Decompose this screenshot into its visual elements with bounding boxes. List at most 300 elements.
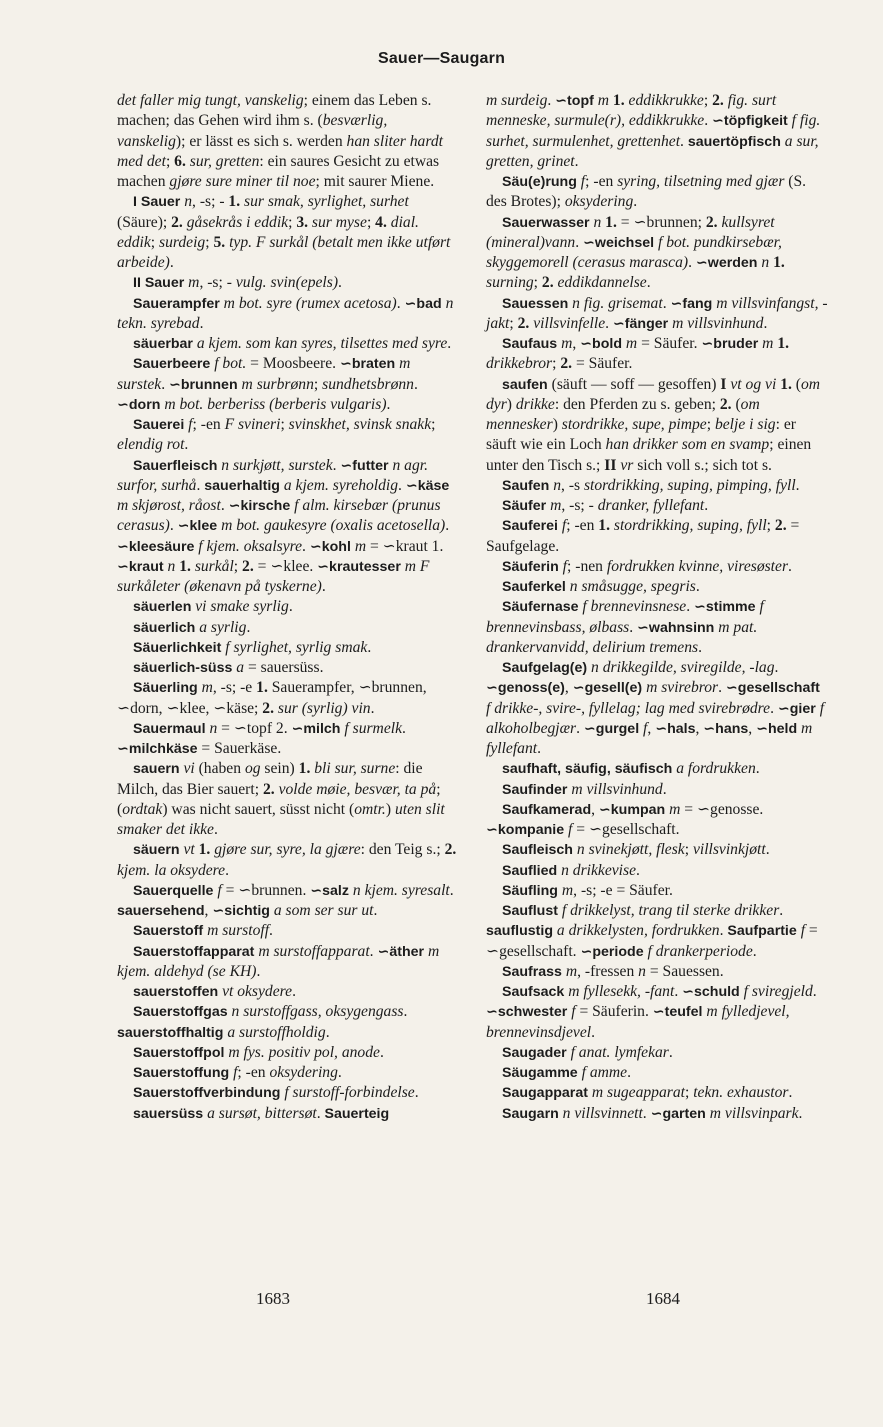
- entry-text: m svirebror: [646, 679, 719, 697]
- entry-text: ; -en: [566, 517, 599, 535]
- entry-headword: Sauerampfer: [133, 295, 220, 312]
- entry-headword: Säuerling: [133, 680, 198, 697]
- entry-text: typ.: [229, 233, 253, 251]
- dictionary-entry: [117, 942, 459, 983]
- right-column: [486, 91, 828, 1124]
- entry-text: .: [373, 902, 378, 919]
- dictionary-entry: [486, 476, 828, 496]
- entry-headword: Sauerstoff: [133, 923, 204, 940]
- entry-text: villsvinfelle: [533, 314, 606, 332]
- entry-text: .: [169, 517, 178, 535]
- entry-headword: Sauerstoffpol: [133, 1044, 225, 1061]
- entry-text: .: [321, 578, 326, 595]
- dictionary-entry: [486, 901, 828, 962]
- dictionary-entry: [486, 962, 828, 982]
- entry-headword: Sauerbeere: [133, 356, 211, 373]
- entry-text: 2.: [262, 780, 275, 798]
- entry-text: m: [354, 537, 367, 555]
- entry-text: sur smak, syrlighet, surhet: [244, 193, 409, 211]
- entry-text: 2.: [705, 213, 718, 231]
- entry-headword: Saufaus: [502, 336, 558, 352]
- entry-text: han drikker som en svamp: [605, 436, 770, 454]
- entry-text: a drikkelysten, fordrukken: [556, 922, 720, 940]
- entry-text: m surstek: [117, 355, 411, 393]
- entry-text: drikkebror: [486, 355, 553, 373]
- entry-text: .: [688, 254, 696, 271]
- entry-text: .: [169, 254, 174, 271]
- entry-text: f sviregjeld: [743, 983, 813, 1000]
- entry-text: .: [386, 395, 391, 413]
- entry-text: (säuft — soff — gesoffen): [547, 375, 721, 393]
- entry-text: , -s; -: [192, 193, 229, 211]
- entry-text: m bot. berberiss (berberis vulgaris): [164, 395, 387, 413]
- dictionary-entry: [486, 1043, 828, 1063]
- entry-text: oksydering: [269, 1064, 338, 1081]
- entry-text: n: [209, 719, 218, 737]
- entry-text: ;: [703, 92, 713, 109]
- entry-headword: ∽stimme: [693, 599, 756, 616]
- entry-text: .: [718, 679, 726, 697]
- dictionary-entry: [117, 294, 459, 335]
- entry-text: .: [642, 1104, 651, 1122]
- dictionary-entry: [117, 1083, 459, 1103]
- page-number-right: 1684: [646, 1289, 680, 1308]
- entry-text: ) was nicht sauert, süsst nicht (: [162, 800, 355, 818]
- entry-text: 1.: [773, 254, 785, 271]
- entry-text: 1.: [198, 841, 211, 859]
- entry-headword: saufhaft, säufig, säufisch: [502, 761, 673, 778]
- entry-text: ;: [205, 233, 214, 251]
- entry-text: 2.: [712, 92, 724, 109]
- entry-text: ;: [684, 1084, 694, 1102]
- dictionary-entry: [486, 1104, 828, 1124]
- entry-text: 1.: [179, 557, 191, 575]
- entry-headword: ∽sichtig: [212, 903, 270, 919]
- entry-headword: ∽teufel: [652, 1004, 703, 1021]
- entry-text: stordrikking, suping, pimping, fyll: [583, 476, 796, 494]
- entry-headword: säuerbar: [133, 336, 193, 352]
- entry-text: 2.: [560, 355, 573, 373]
- entry-headword: säuerlen: [133, 599, 192, 616]
- dictionary-entry: [486, 861, 828, 881]
- entry-text: f alkoholbegjær: [486, 699, 825, 737]
- entry-text: m sugeapparat: [591, 1084, 685, 1102]
- entry-text: sundhetsbrønn: [322, 375, 414, 393]
- left-column: [117, 91, 459, 1124]
- entry-text: .: [184, 436, 189, 454]
- entry-text: ; einen unter den Tisch s.;: [486, 436, 812, 474]
- entry-text: a kjem. syreholdig: [283, 476, 399, 494]
- entry-text: 2.: [262, 699, 274, 717]
- entry-headword: säuerlich-süss: [133, 660, 233, 676]
- entry-text: F surkål (betalt men ikke utført arbeide): [117, 233, 451, 271]
- entry-text: f: [568, 821, 573, 838]
- entry-headword: ∽garten: [650, 1105, 706, 1122]
- entry-text: ): [385, 800, 395, 818]
- entry-text: 1.: [612, 92, 625, 109]
- entry-text: drikke: [515, 395, 555, 413]
- entry-text: a som ser sur ut: [273, 902, 374, 919]
- entry-text: .: [680, 132, 688, 150]
- entry-headword: ∽brunnen: [168, 376, 238, 393]
- entry-text: n: [638, 962, 646, 980]
- entry-headword: ∽bold: [580, 336, 623, 352]
- entry-headword: ∽hals: [655, 720, 696, 737]
- entry-headword: ∽kompanie: [486, 822, 565, 838]
- entry-headword: sauflustig: [486, 923, 554, 940]
- entry-text: gjøre sur, syre, la gjære: [214, 841, 361, 859]
- entry-text: m surdeig: [486, 92, 548, 109]
- entry-text: 2.: [444, 841, 457, 859]
- entry-text: om mennesker: [486, 395, 760, 433]
- entry-text: .: [332, 456, 341, 474]
- entry-text: f: [643, 719, 648, 737]
- entry-headword: Saufrass: [502, 963, 562, 980]
- entry-text: .: [788, 1084, 793, 1102]
- entry-text: n svinekjøtt, flesk: [576, 841, 685, 859]
- entry-text: .: [547, 92, 556, 109]
- entry-text: dranker, fyllefant: [597, 497, 705, 514]
- entry-text: 1.: [298, 760, 311, 778]
- entry-text: F svineri: [224, 416, 281, 433]
- dictionary-entry: [486, 496, 828, 516]
- entry-text: .: [199, 314, 204, 332]
- entry-text: ; -nen: [567, 557, 607, 575]
- entry-headword: Saufleisch: [502, 842, 573, 859]
- entry-text: .: [627, 1064, 631, 1081]
- entry-headword: I Sauer: [133, 194, 181, 211]
- dictionary-entry: [117, 354, 459, 415]
- entry-text: ,: [647, 719, 656, 737]
- entry-text: f: [562, 557, 568, 575]
- dictionary-entry: [486, 840, 828, 860]
- entry-text: det faller mig tungt, vanskelig: [117, 92, 304, 109]
- entry-headword: Sauflust: [502, 903, 558, 919]
- entry-text: vt oksydere: [222, 983, 293, 1000]
- entry-headword: ∽werden: [695, 255, 758, 271]
- entry-text: .: [812, 983, 817, 1000]
- entry-text: ; mit saurer Miene.: [315, 173, 435, 190]
- entry-text: , -s: [561, 476, 584, 494]
- dictionary-entry: [486, 516, 828, 557]
- entry-text: = ∽topf 2.: [217, 719, 292, 737]
- entry-text: , -s; -: [199, 274, 236, 292]
- entry-text: ;: [766, 517, 775, 535]
- entry-headword: Säuferin: [502, 558, 559, 575]
- entry-text: a sursøt, bittersøt: [207, 1104, 317, 1122]
- entry-text: .: [798, 1104, 803, 1122]
- dictionary-entry: [486, 597, 828, 658]
- entry-text: .: [256, 962, 261, 980]
- entry-text: ;: [313, 375, 323, 393]
- entry-text: ;: [366, 213, 376, 231]
- entry-text: .: [646, 274, 651, 292]
- entry-text: .: [161, 375, 169, 393]
- dictionary-entry: [486, 557, 828, 577]
- entry-text: f amme: [581, 1064, 628, 1081]
- entry-headword: ∽fänger: [612, 315, 669, 332]
- entry-text: 2.: [541, 274, 554, 292]
- entry-text: .: [196, 476, 205, 494]
- dictionary-entry: [486, 1083, 828, 1103]
- entry-text: m: [201, 679, 213, 697]
- entry-text: = Moosbeere.: [246, 355, 340, 373]
- entry-text: : den Teig s.;: [360, 841, 445, 859]
- entry-text: m surbrønn: [241, 375, 314, 393]
- entry-text: m pat. drankervanvidd, delirium tremens: [486, 618, 758, 656]
- entry-text: ; -en: [192, 416, 225, 433]
- entry-text: = Sauerkäse.: [197, 740, 282, 757]
- entry-headword: sauerhaltig: [204, 477, 280, 494]
- entry-headword: sauertöpfisch: [687, 133, 781, 150]
- entry-text: bli sur, surne: [314, 760, 396, 778]
- entry-text: .: [402, 719, 406, 737]
- entry-text: II: [604, 456, 617, 474]
- dictionary-entry: [486, 294, 828, 335]
- entry-text: : den Pferden zu s. geben;: [554, 395, 720, 413]
- dictionary-entry: [117, 881, 459, 922]
- entry-headword: Saufpartie: [727, 923, 797, 940]
- dictionary-entry: [117, 638, 459, 658]
- dictionary-entry: [117, 456, 459, 598]
- dictionary-entry: [117, 1002, 459, 1043]
- entry-text: 3.: [296, 213, 309, 231]
- entry-headword: ∽gier: [777, 700, 816, 717]
- entry-text: = Säufer.: [637, 335, 702, 352]
- entry-headword: Sauermaul: [133, 720, 206, 737]
- entry-text: .: [213, 821, 218, 838]
- entry-text: (S. des Brotes);: [486, 173, 807, 211]
- entry-text: ; -en: [237, 1064, 270, 1081]
- entry-text: f: [580, 173, 586, 190]
- dictionary-entry: [486, 982, 828, 1043]
- entry-text: ; -en: [585, 173, 618, 190]
- entry-text: .: [246, 618, 251, 636]
- entry-text: ;: [233, 557, 243, 575]
- entry-text: , -s; -e: [212, 679, 257, 697]
- entry-text: .: [413, 375, 418, 393]
- entry-text: .: [302, 537, 310, 555]
- entry-headword: ∽weichsel: [583, 234, 655, 251]
- entry-text: m: [550, 497, 562, 514]
- entry-text: .: [370, 699, 375, 717]
- entry-headword: Sauerquelle: [133, 882, 214, 899]
- entry-headword: ∽genoss(e): [486, 680, 565, 697]
- entry-headword: Sauferkel: [502, 579, 566, 595]
- entry-text: = ∽brunnen;: [616, 213, 706, 231]
- entry-headword: II Sauer: [133, 275, 185, 292]
- entry-text: ): [552, 416, 562, 433]
- entry-text: = Saufgelage.: [486, 517, 800, 555]
- entry-text: .: [695, 578, 700, 595]
- entry-text: m: [669, 800, 681, 818]
- entry-text: sich voll s.; sich tot s.: [633, 456, 772, 474]
- entry-text: surning: [486, 274, 534, 292]
- entry-text: m surstoffapparat: [258, 942, 370, 960]
- entry-text: = Säuferin.: [575, 1003, 653, 1021]
- entry-text: om dyr: [486, 375, 821, 413]
- entry-text: .: [220, 497, 229, 514]
- entry-headword: Saugarn: [502, 1105, 559, 1122]
- entry-text: 4.: [375, 213, 387, 231]
- entry-text: n tekn. syrebad: [117, 294, 454, 332]
- entry-headword: sauersehend: [117, 903, 205, 919]
- entry-text: ;: [706, 416, 715, 433]
- entry-headword: ∽klee: [177, 518, 218, 535]
- entry-text: .: [576, 719, 584, 737]
- entry-text: m: [188, 274, 200, 292]
- entry-headword: sauersüss: [133, 1105, 204, 1122]
- entry-text: .: [719, 922, 728, 940]
- page-number-left: 1683: [256, 1289, 290, 1308]
- entry-headword: sauerstoffhaltig: [117, 1024, 224, 1041]
- entry-text: .: [367, 638, 372, 656]
- entry-text: vr: [620, 456, 634, 474]
- entry-text: sur (syrlig) vin: [277, 699, 371, 717]
- entry-text: m villsvinhund: [672, 314, 764, 332]
- entry-headword: Saufgelag(e): [502, 660, 588, 676]
- entry-text: .: [445, 517, 450, 535]
- dictionary-entry: [117, 597, 459, 617]
- entry-headword: Sauerteig: [324, 1105, 390, 1122]
- entry-text: .: [788, 557, 792, 575]
- entry-text: f drankerperiode: [647, 942, 753, 960]
- entry-text: ,: [204, 902, 213, 919]
- entry-text: villsvinkjøtt: [692, 841, 766, 859]
- dictionary-entry: [117, 719, 459, 760]
- entry-text: .: [668, 1043, 673, 1061]
- dictionary-entry: [486, 800, 828, 841]
- entry-text: m fyllefant: [486, 719, 813, 757]
- dictionary-entry: [486, 1063, 828, 1083]
- entry-text: belje i sig: [714, 416, 776, 433]
- dictionary-entry: [117, 921, 459, 941]
- entry-text: stordrikking, suping, fyll: [613, 517, 767, 535]
- entry-text: .: [325, 1023, 330, 1041]
- entry-text: m villsvinhund: [571, 780, 663, 798]
- entry-text: .: [369, 942, 378, 960]
- entry-text: dial. eddik: [117, 213, 419, 251]
- entry-text: m bot. gaukesyre (oxalis acetosella): [221, 517, 446, 535]
- entry-text: n småsugge, spegris: [569, 578, 696, 595]
- entry-headword: Saugader: [502, 1044, 567, 1061]
- entry-text: n: [593, 213, 602, 231]
- entry-headword: Säufer: [502, 498, 547, 514]
- entry-text: = Säufer.: [572, 355, 633, 373]
- entry-text: .: [704, 497, 709, 514]
- entry-text: tekn. exhaustor: [693, 1084, 789, 1102]
- entry-text: m villsvinpark: [709, 1104, 799, 1122]
- entry-text: surdeig: [159, 233, 206, 251]
- entry-text: .: [447, 335, 452, 352]
- entry-text: f: [188, 416, 193, 433]
- entry-text: .: [763, 314, 768, 332]
- entry-text: 1.: [777, 335, 790, 352]
- entry-text: m: [561, 335, 573, 352]
- entry-text: ); er lässt es sich s. werden: [175, 132, 347, 150]
- entry-text: ,: [564, 679, 573, 697]
- entry-headword: Saufkamerad: [502, 801, 592, 818]
- entry-text: ;: [280, 416, 289, 433]
- entry-headword: Sauferei: [502, 518, 558, 535]
- entry-text: : die Milch, das Bier sauert;: [117, 760, 423, 798]
- entry-headword: ∽periode: [580, 943, 644, 960]
- entry-text: .: [704, 112, 713, 130]
- entry-text: f: [233, 1064, 238, 1081]
- entry-text: n villsvinnett: [562, 1104, 643, 1122]
- entry-text: han sliter hardt med det: [117, 132, 443, 170]
- entry-text: a surstoffholdig: [227, 1023, 326, 1041]
- entry-text: n: [553, 476, 562, 494]
- dictionary-entry: [117, 91, 459, 192]
- entry-headword: ∽schuld: [682, 984, 740, 1000]
- dictionary-entry: [117, 1063, 459, 1083]
- entry-text: .: [770, 699, 778, 717]
- entry-headword: Sauerwasser: [502, 214, 590, 231]
- entry-text: ,: [572, 335, 581, 352]
- entry-text: kjem. la oksydere: [117, 861, 226, 879]
- entry-text: elendig rot: [117, 436, 185, 454]
- entry-text: ;: [684, 841, 693, 859]
- entry-text: 1.: [228, 193, 241, 211]
- entry-headword: saufen: [502, 376, 548, 393]
- dictionary-entry: [117, 192, 459, 273]
- entry-text: f syrlighet, syrlig smak: [225, 638, 368, 656]
- dictionary-entry: [117, 415, 459, 456]
- entry-text: ;: [509, 314, 518, 332]
- entry-text: ; einem das Leben s. machen; das Gehen wird ihm s. (: [117, 92, 432, 130]
- entry-text: f anat. lymfekar: [570, 1043, 669, 1061]
- entry-text: , -s; -e = Säufer.: [573, 881, 673, 899]
- entry-text: vt: [183, 841, 195, 859]
- entry-text: f: [561, 517, 567, 535]
- entry-headword: Saufinder: [502, 781, 568, 798]
- entry-text: 1.: [780, 375, 792, 393]
- entry-text: .: [698, 638, 702, 656]
- entry-text: a kjem. som kan syres, tilsettes med syre: [196, 335, 448, 352]
- entry-text: .: [686, 598, 694, 616]
- entry-text: volde møie, besvær, ta på: [278, 780, 437, 798]
- entry-headword: ∽held: [756, 720, 798, 737]
- entry-text: svinskhet, svinsk snakk: [288, 416, 432, 433]
- entry-headword: Sauerfleisch: [133, 457, 218, 474]
- dictionary-entry: [486, 759, 828, 779]
- entry-text: n surkjøtt, surstek: [221, 456, 333, 474]
- entry-text: n drikkevise: [561, 861, 636, 879]
- entry-text: (: [791, 375, 801, 393]
- entry-headword: Sauerstoffgas: [133, 1004, 228, 1021]
- entry-text: m: [762, 335, 774, 352]
- entry-text: n surstoffgass, oksygengass: [231, 1003, 404, 1021]
- entry-text: .: [755, 760, 760, 778]
- entry-headword: ∽gesellschaft: [725, 680, 820, 697]
- entry-text: .: [292, 983, 296, 1000]
- entry-text: f surmelk: [344, 719, 402, 737]
- entry-text: ,: [748, 719, 757, 737]
- entry-text: f drikkelyst, trang til sterke drikker: [561, 902, 780, 919]
- entry-headword: ∽hans: [703, 720, 749, 737]
- entry-text: vi: [183, 760, 195, 778]
- entry-headword: säuerlich: [133, 619, 196, 636]
- entry-headword: sauerstoffen: [133, 984, 219, 1000]
- dictionary-entry: [117, 1104, 459, 1124]
- entry-text: .: [403, 1003, 408, 1021]
- entry-text: besværlig, vanskelig: [117, 112, 388, 150]
- entry-text: a fordrukken: [676, 760, 756, 778]
- entry-text: m fyllesekk, -fant: [568, 983, 675, 1000]
- entry-text: ;: [165, 152, 175, 170]
- entry-text: .: [795, 476, 800, 494]
